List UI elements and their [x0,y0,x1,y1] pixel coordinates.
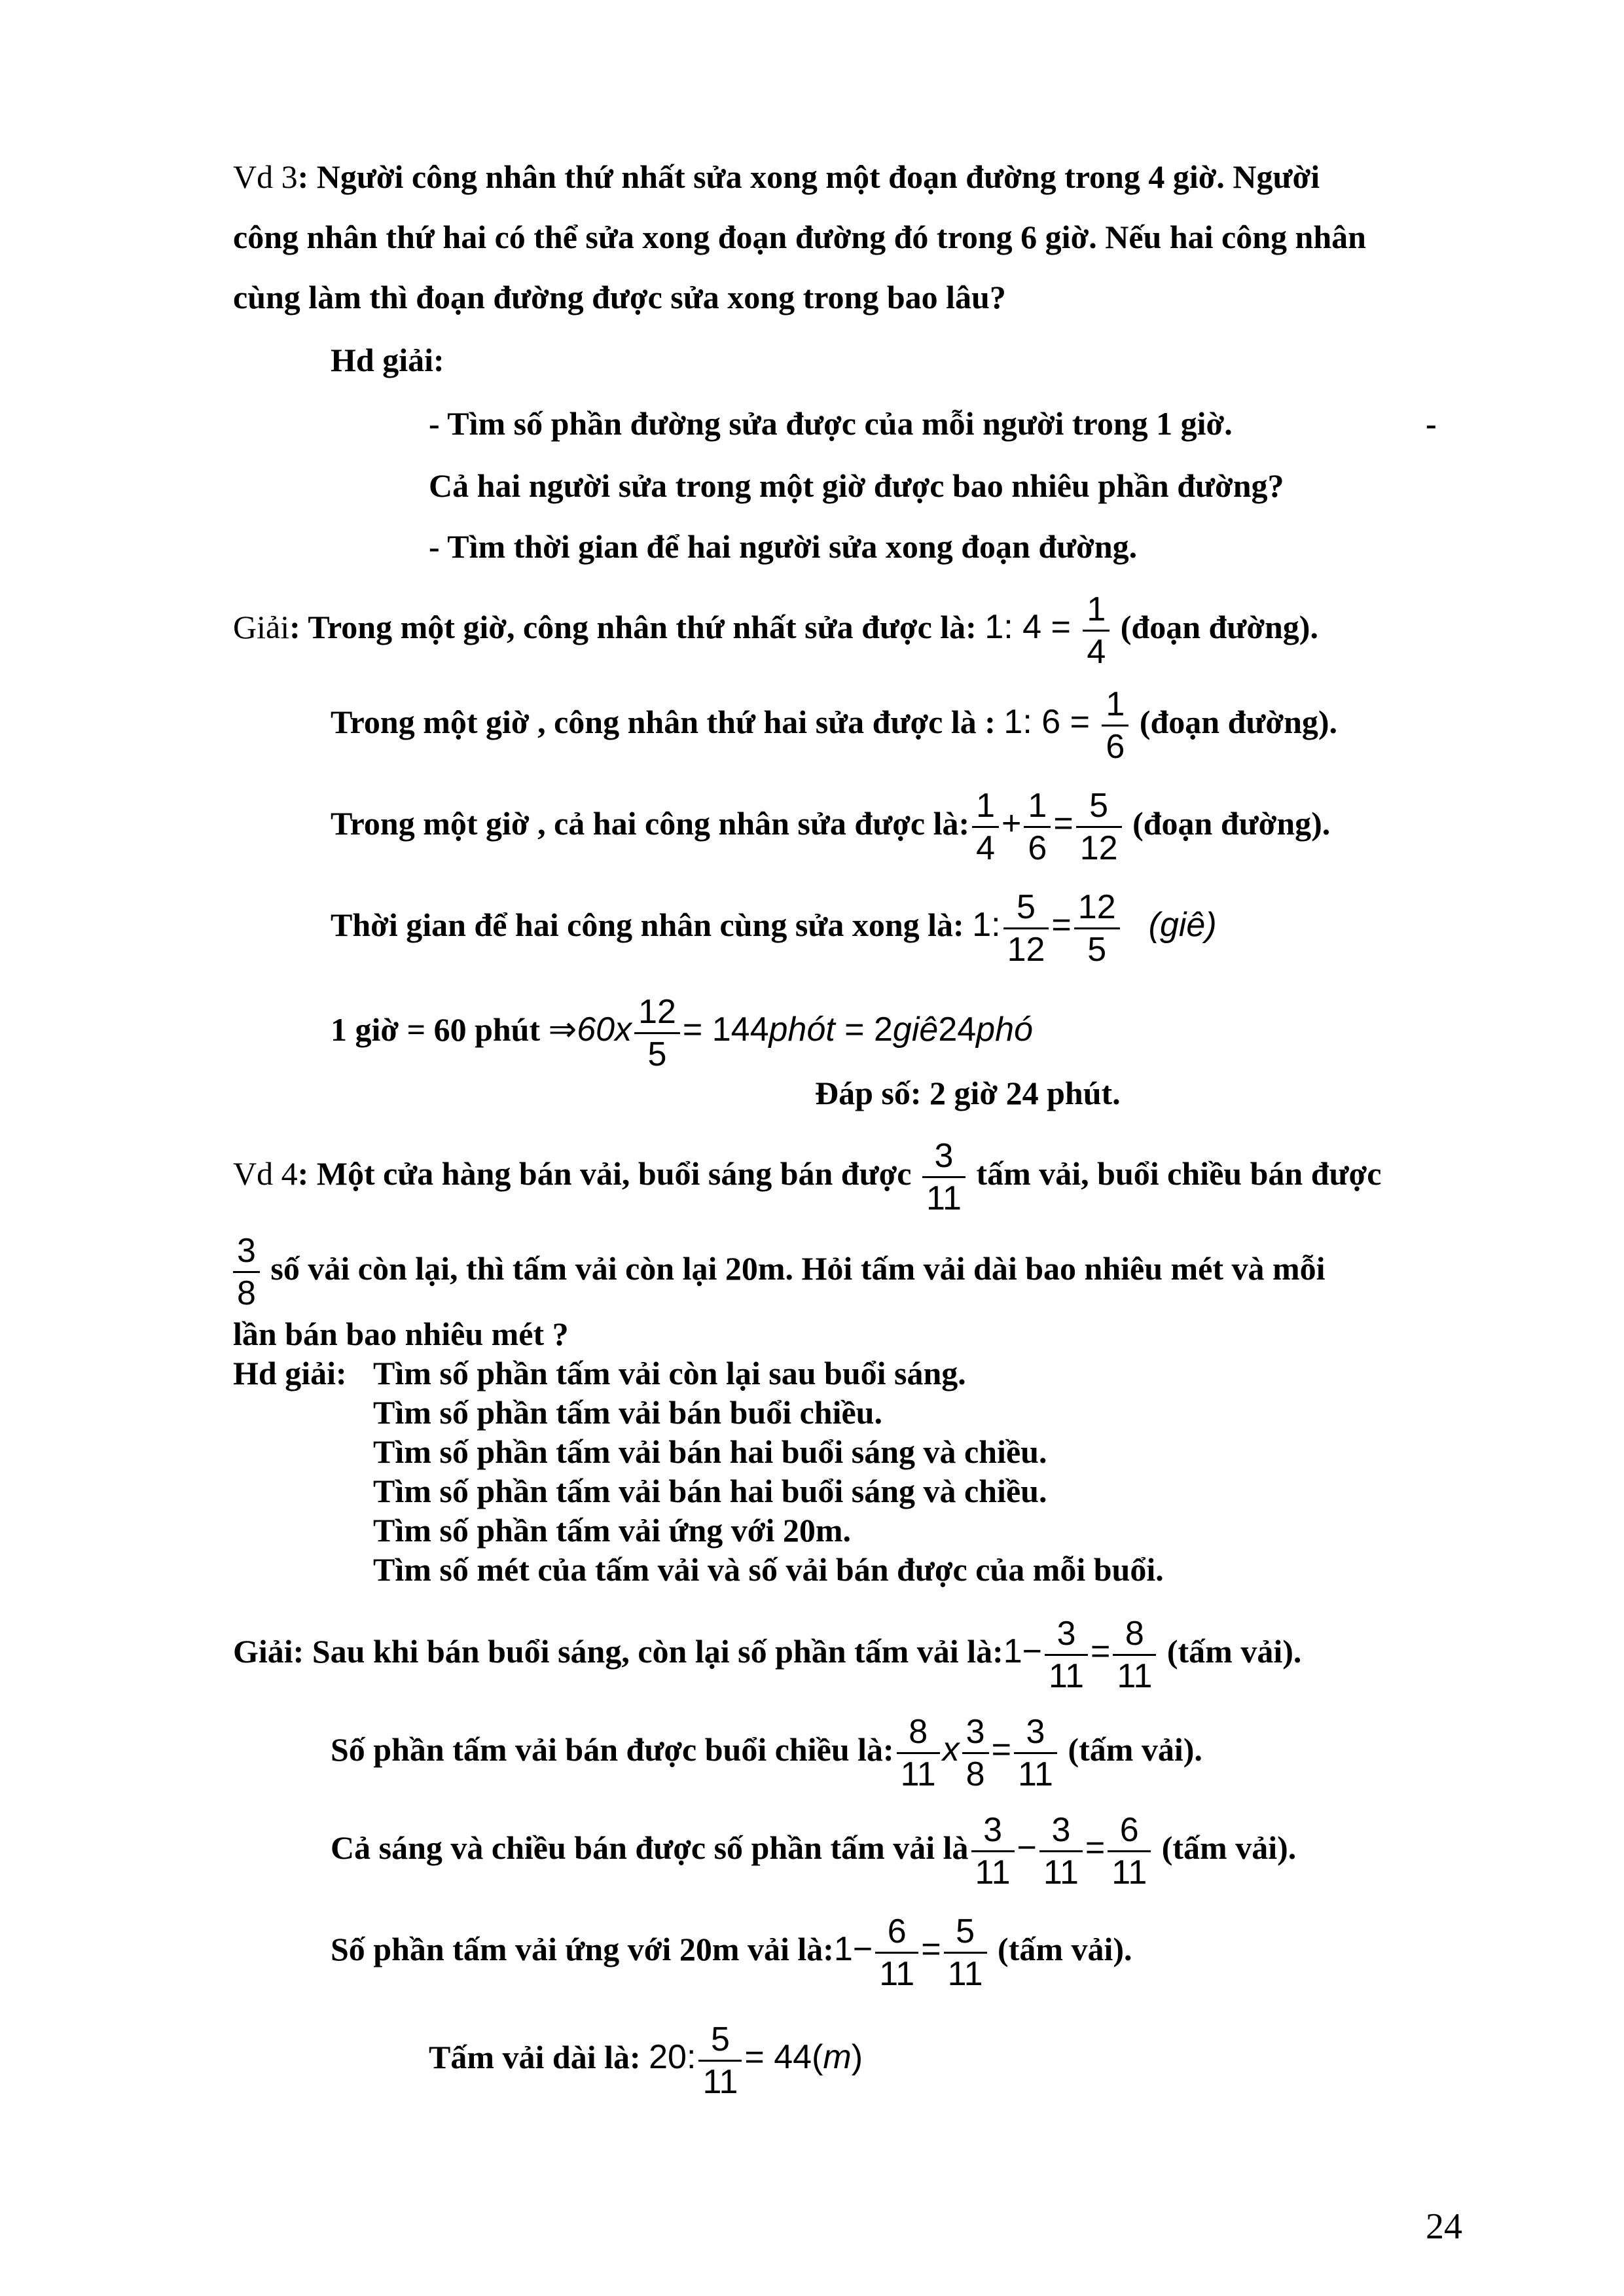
math-expr: 24 [938,1010,977,1049]
fraction: $\frac{3}{11}$ [1039,1810,1083,1893]
vd3-line-3: cùng làm thì đoạn đường được sửa xong trong bao lâu? [233,279,1006,315]
math-operator: = [991,1730,1011,1768]
fraction: $\frac{3}{8}$ [233,1230,260,1314]
math-expr: 1− [833,1929,873,1968]
fraction: $\frac{5}{11}$ [698,2019,742,2102]
solution-text: Trong một giờ , cả hai công nhân sửa được là: [331,804,970,842]
math-operator: = [921,1929,941,1968]
vd4-hd-step-3: Tìm số phần tấm vải bán hai buổi sáng và chiều. [373,1433,1047,1470]
math-expr: = 2 [835,1010,893,1049]
vd3-solution-line-4 [331,887,1217,970]
fraction: $\frac{1}{4}$ [1083,589,1110,672]
math-operator: = [1051,905,1072,944]
math-operator: = [1053,804,1074,842]
math-expr: = 44( [744,2037,823,2076]
vd4-problem-text: số vải còn lại, thì tấm vải còn lại 20m. Hỏi tấm vải dài bao nhiêu mét và mỗi [262,1249,1326,1287]
page-number: 24 [1426,2206,1462,2247]
vd4-hd-step-6: Tìm số mét của tấm vải và số vải bán được của mỗi buổi. [373,1551,1164,1588]
fraction: $\frac{1}{6}$ [1102,684,1128,767]
solution-text: 1 giờ = 60 phút [331,1011,549,1048]
vd4-line-1 [233,1136,1381,1219]
vd4-solution-line-4 [331,1911,1132,1994]
solution-label: Giải [233,608,290,645]
vd3-solution-line-2 [331,684,1337,767]
unit-text: (giê) [1148,905,1217,944]
fraction: $\frac{3}{11}$ [1014,1712,1057,1795]
solution-text: Thời gian để hai công nhân cùng sửa xong là: [331,906,973,943]
fraction: $\frac{3}{11}$ [1045,1613,1088,1696]
vd3-hd-dash: - [1426,405,1437,442]
fraction: $\frac{5}{12}$ [1076,785,1122,869]
fraction: $\frac{6}{11}$ [875,1911,918,1994]
math-expr: 20: [649,2037,696,2076]
vd4-problem-text: tấm vải, buổi chiều bán được [967,1155,1382,1192]
fraction: $\frac{1}{4}$ [972,785,999,869]
math-operator: = [1091,1632,1111,1670]
fraction: $\frac{6}{11}$ [1108,1810,1151,1893]
fraction: $\frac{12}{5}$ [634,992,680,1075]
vd3-label: Vd 3 [233,158,298,195]
vd4-label: Vd 4 [233,1155,298,1192]
solution-text: Số phần tấm vải bán được buổi chiều là: [331,1731,894,1768]
math-expr: = 144 [682,1010,769,1049]
math-expr: ) [851,2037,863,2076]
unit-text: (tấm vải). [1153,1829,1297,1866]
unit-text: (tấm vải). [1059,1731,1202,1768]
vd3-solution-line-3 [331,785,1330,869]
unit-text: (đoạn đường). [1131,703,1338,740]
math-operator: + [1001,804,1022,842]
solution-text: Cả sáng và chiều bán được số phần tấm vải là [331,1829,969,1866]
unit-text: (tấm vải). [1159,1632,1302,1670]
vd3-hd-title: Hd giải: [331,342,444,378]
unit-text: (tấm vải). [989,1930,1132,1967]
vd4-hd-step-2: Tìm số phần tấm vải bán buổi chiều. [373,1394,882,1431]
vd4-hd-step-5: Tìm số phần tấm vải ứng với 20m. [373,1512,852,1549]
vd3-hd-step-3: - Tìm thời gian để hai người sửa xong đoạn đường. [429,528,1138,565]
vd3-hd-step-1: - Tìm số phần đường sửa được của mỗi người trong 1 giờ. [429,405,1233,442]
fraction: $\frac{1}{6}$ [1024,785,1051,869]
math-operator: − [1017,1828,1037,1867]
math-expr: 1: [972,905,1001,944]
math-expr: giê [892,1010,939,1049]
vd4-problem-text: : Một cửa hàng bán vải, buổi sáng bán được [297,1155,920,1192]
vd4-line-3: lần bán bao nhiêu mét ? [233,1316,569,1352]
unit-text: (đoạn đường). [1112,608,1318,645]
vd3-problem-text: : Người công nhân thứ nhất sửa xong một đoạn đường trong 4 giờ. Người [297,158,1320,195]
vd3-line-2: công nhân thứ hai có thể sửa xong đoạn đường đó trong 6 giờ. Nếu hai công nhân [233,219,1366,255]
vd4-solution-line-3 [331,1810,1296,1893]
vd4-hd-step-4: Tìm số phần tấm vải bán hai buổi sáng và chiều. [373,1473,1047,1509]
math-expr: 60x [577,1010,632,1049]
solution-text: Số phần tấm vải ứng với 20m vải là: [331,1930,834,1967]
vd4-hd-step-1: Tìm số phần tấm vải còn lại sau buổi sáng. [373,1355,966,1391]
math-operator: x [942,1730,960,1768]
math-expr: phót [768,1010,835,1049]
vd4-hd-title: Hd giải: [233,1355,347,1391]
vd3-line-1 [233,157,1320,196]
fraction: $\frac{8}{11}$ [1113,1613,1156,1696]
math-operator: = [1085,1828,1106,1867]
fraction: $\frac{5}{12}$ [1003,887,1049,970]
solution-text: Trong một giờ , công nhân thứ hai sửa được là : [331,703,1004,740]
vd3-hd-step-2: Cả hai người sửa trong một giờ được bao nhiêu phần đường? [429,467,1284,504]
solution-text: Tấm vải dài là: [429,2038,649,2075]
vd3-solution-line-1 [233,589,1318,672]
math-expr: phó [976,1010,1033,1049]
vd4-solution-line-5 [429,2019,863,2102]
vd3-answer: Đáp số: 2 giờ 24 phút. [815,1075,1121,1111]
math-expr: 1: 6 = [1003,702,1100,741]
solution-text: : Trong một giờ, công nhân thứ nhất sửa được là: [289,608,985,645]
math-expr: 1− [1003,1632,1043,1670]
fraction: $\frac{3}{11}$ [971,1810,1015,1893]
fraction: $\frac{5}{11}$ [944,1911,987,1994]
vd3-solution-line-5 [331,992,1033,1075]
implies-arrow-icon: ⇒ [548,1010,577,1049]
vd4-solution-line-2 [331,1712,1202,1795]
vd4-line-2 [233,1230,1326,1314]
fraction: $\frac{3}{11}$ [922,1136,965,1219]
unit-text: (đoạn đường). [1124,804,1331,842]
solution-text: Giải: Sau khi bán buổi sáng, còn lại số phần tấm vải là: [233,1632,1003,1670]
math-expr: m [823,2037,852,2076]
fraction: $\frac{12}{5}$ [1074,887,1120,970]
vd4-solution-line-1 [233,1613,1301,1696]
fraction: $\frac{8}{11}$ [897,1712,940,1795]
math-expr: 1: 4 = [984,607,1081,646]
fraction: $\frac{3}{8}$ [962,1712,989,1795]
